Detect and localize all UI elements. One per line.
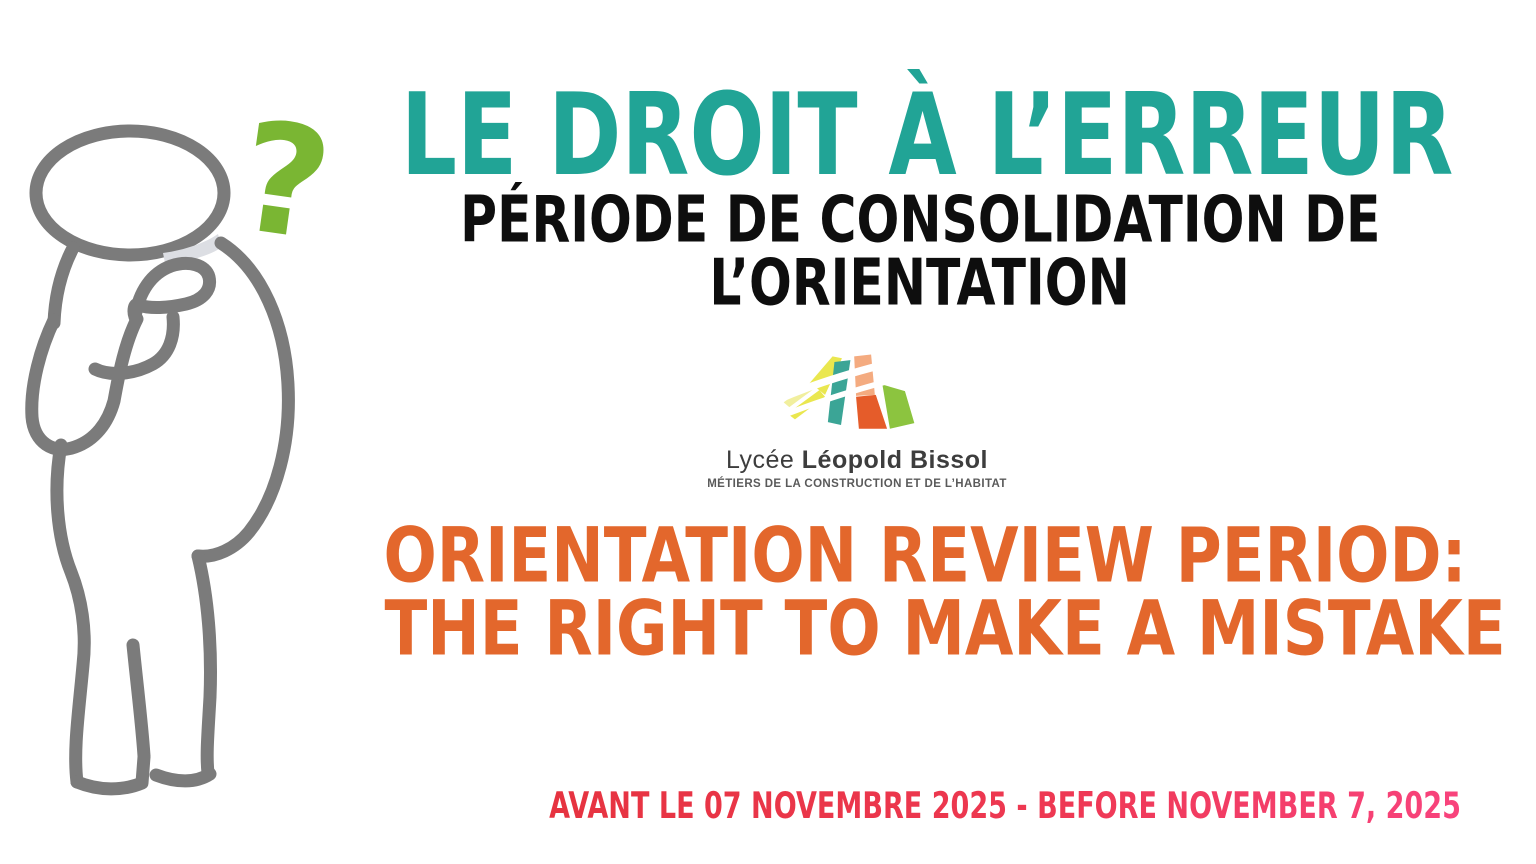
person-head — [36, 131, 224, 255]
thinking-person-svg — [15, 85, 360, 800]
deadline-text: AVANT LE 07 NOVEMBRE 2025 - BEFORE NOVEMBER 7, 2025 — [549, 784, 1461, 827]
school-name-bissol: Bissol — [909, 446, 988, 474]
translation-title — [355, 511, 1506, 673]
subtitle — [355, 182, 1485, 321]
person-right-leg — [198, 556, 211, 773]
person-left-foot — [77, 757, 144, 789]
school-name-lycee: Lycée — [726, 446, 795, 474]
translation-line-2: THE RIGHT TO MAKE A MISTAKE — [384, 583, 1506, 673]
person-inner-leg — [133, 645, 144, 756]
school-name — [355, 446, 1359, 475]
person-left-leg — [57, 445, 84, 782]
main-title — [355, 68, 1485, 201]
subtitle-line-1: PÉRIODE DE CONSOLIDATION DE — [459, 182, 1381, 258]
school-logo — [355, 346, 1359, 490]
school-name-leopold: Léopold — [801, 446, 903, 474]
person-hand — [134, 263, 210, 317]
thinking-person-illustration — [15, 85, 360, 800]
translation-line-1: ORIENTATION REVIEW PERIOD: — [383, 511, 1467, 600]
person-arm — [32, 319, 137, 449]
school-logo-icon — [781, 346, 933, 440]
slide-content — [355, 0, 1506, 864]
main-title-text: LE DROIT À L’ERREUR — [400, 68, 1454, 201]
question-mark-icon: ? — [228, 87, 341, 276]
subtitle-line-2: L’ORIENTATION — [709, 245, 1131, 321]
person-back — [54, 248, 73, 323]
school-tagline: MÉTIERS DE LA CONSTRUCTION ET DE L’HABITAT — [707, 478, 1007, 490]
person-right-foot — [156, 774, 210, 781]
